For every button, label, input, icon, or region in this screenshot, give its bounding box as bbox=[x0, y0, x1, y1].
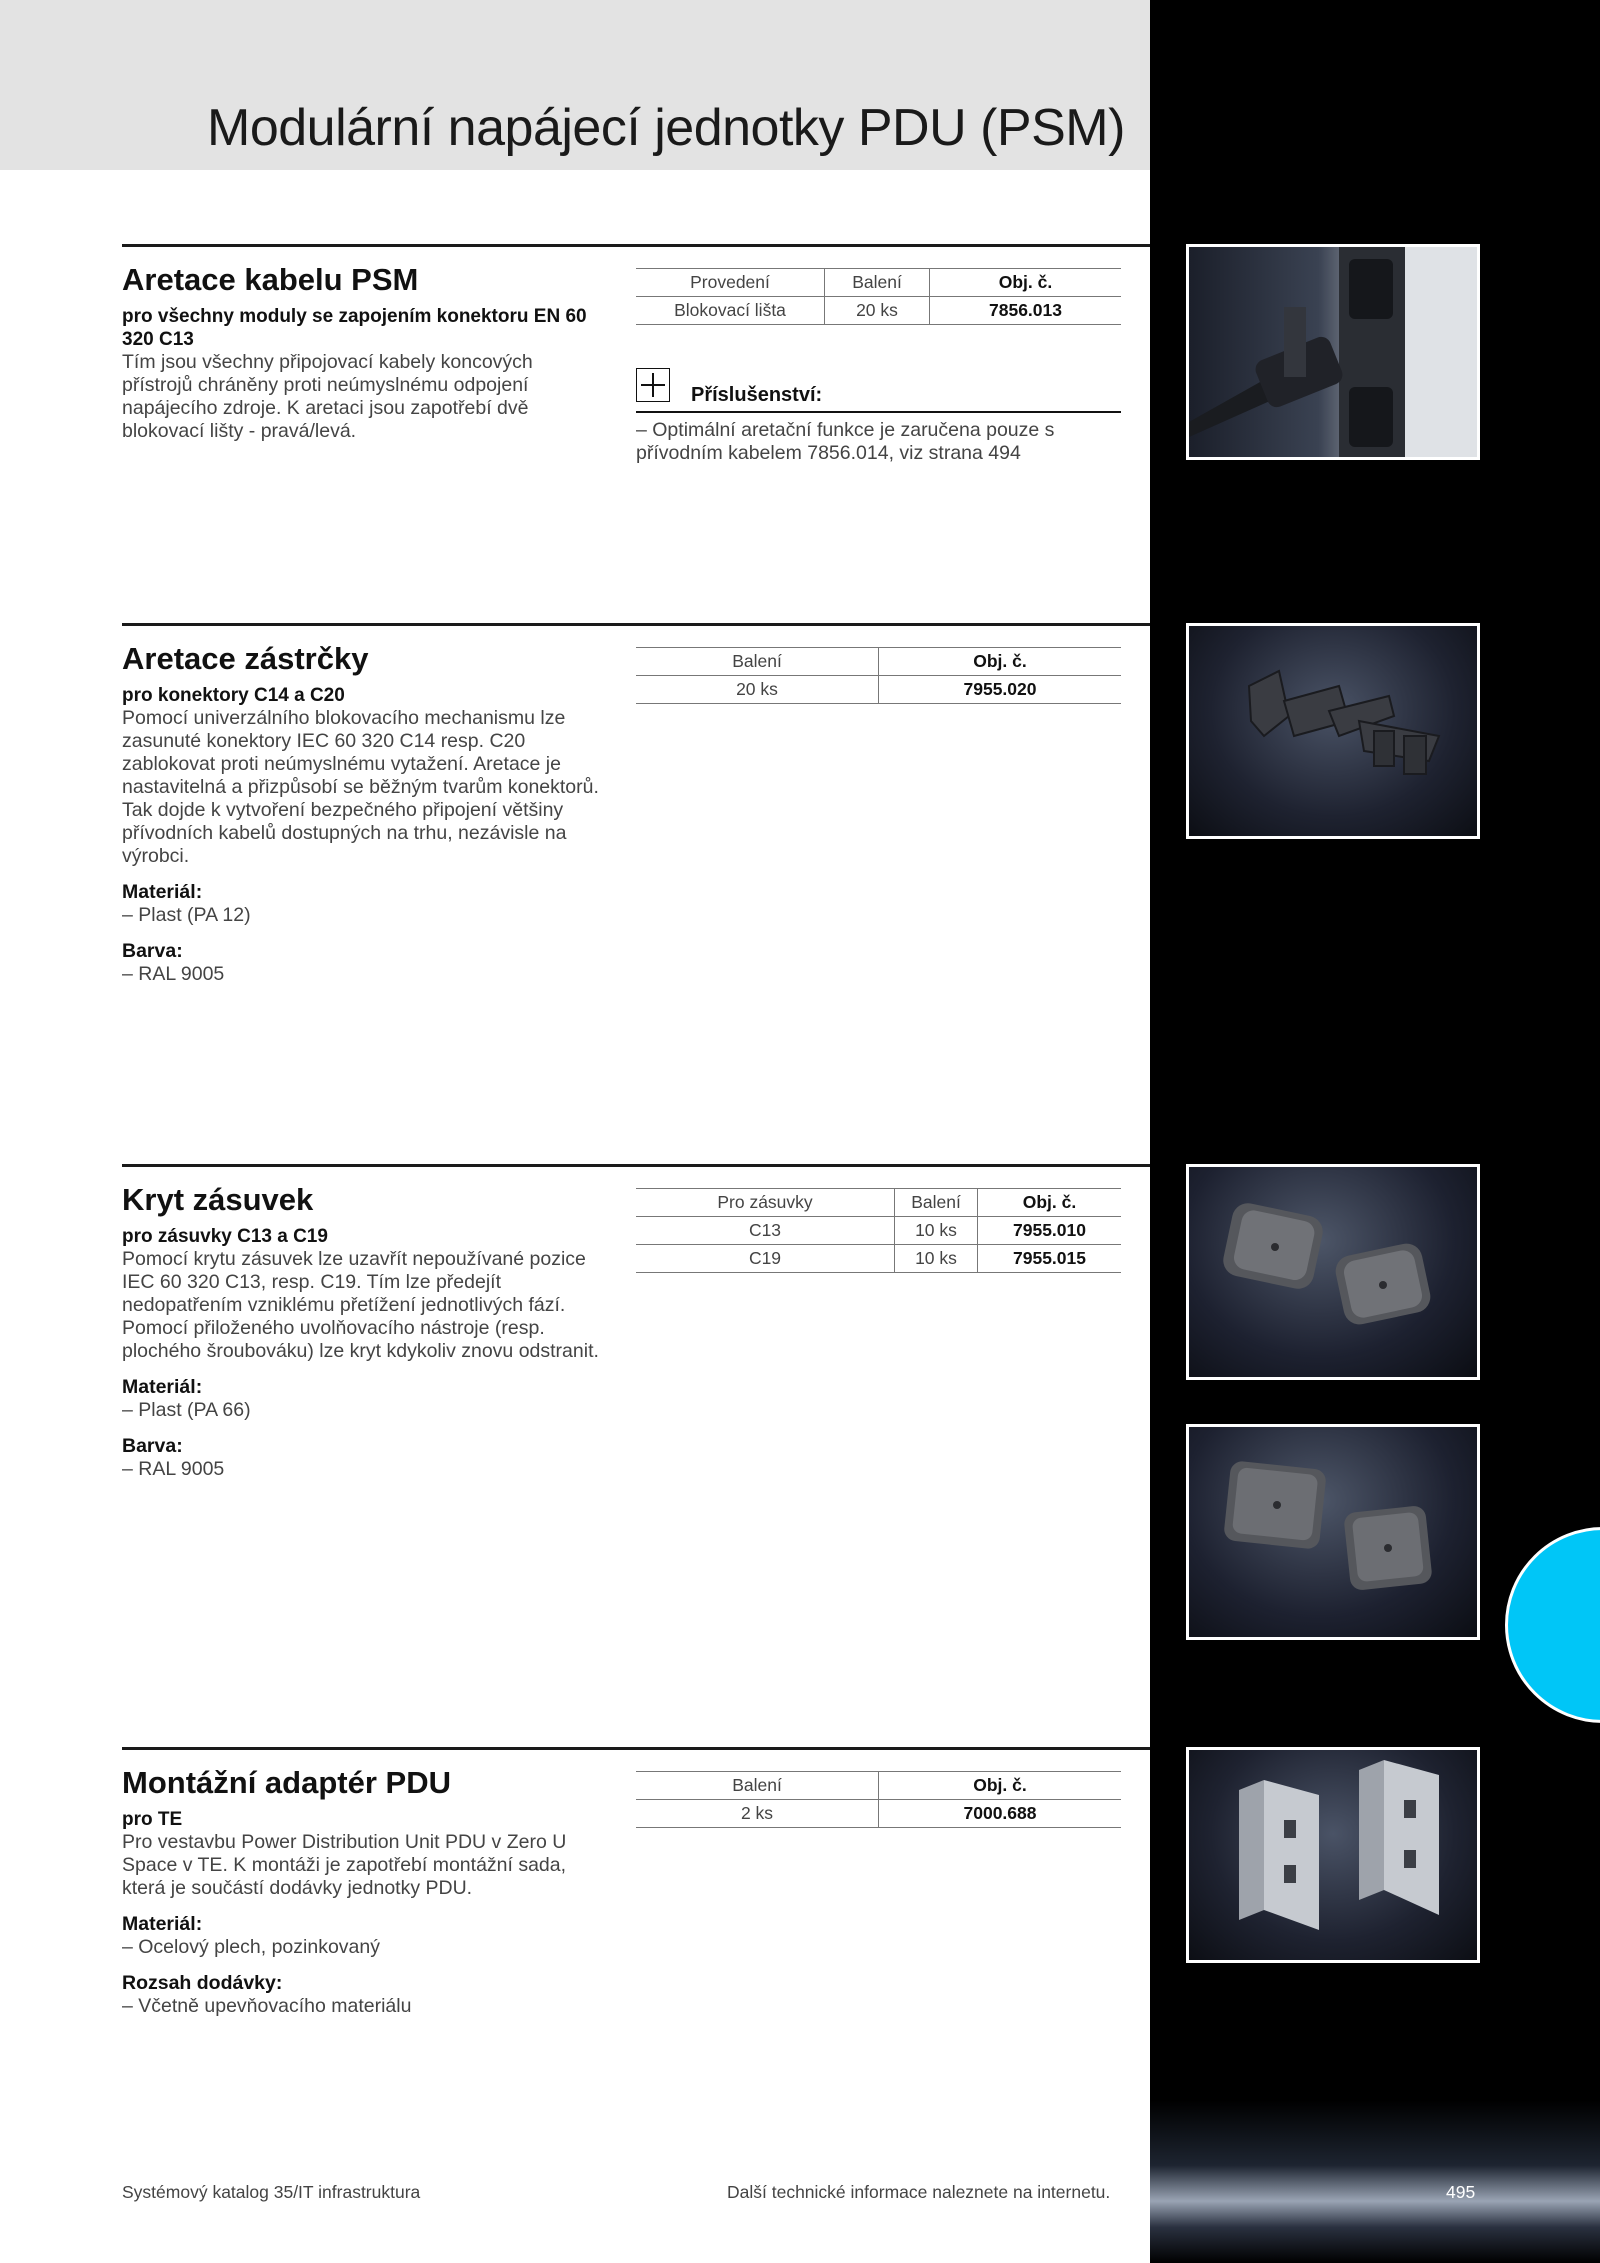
section-description: Pomocí univerzálního blokovacího mechanismu lze zasunuté konektory IEC 60 320 C14 resp. C20 zablokovat proti neúmyslnému vytažení. Aretace je nastavitelná a přizpůsobí se běžným tvarům konektorů. Tak dojde k vytvoření bezpečného připojení většiny přívodních kabelů dostupných na trhu, nezávisle na výrobci. bbox=[122, 707, 599, 867]
material-value: – Plast (PA 66) bbox=[122, 1399, 251, 1421]
section-subtitle: pro všechny moduly se zapojením konektoru EN 60 320 C13 bbox=[122, 306, 587, 350]
section-subtitle: pro konektory C14 a C20 bbox=[122, 685, 345, 706]
cell-socket: C13 bbox=[636, 1217, 895, 1245]
section-rule bbox=[122, 1747, 1150, 1750]
color-value: – RAL 9005 bbox=[122, 1458, 225, 1480]
section-rule bbox=[122, 244, 1150, 247]
material-label: Materiál: bbox=[122, 1376, 203, 1398]
accessory-item: – Optimální aretační funkce je zaručena pouze s přívodním kabelem 7856.014, viz strana 494 bbox=[636, 419, 1055, 464]
section-subtitle: pro zásuvky C13 a C19 bbox=[122, 1226, 328, 1247]
product-photo-socket-cover-1 bbox=[1186, 1164, 1480, 1380]
accessories-title: Příslušenství: bbox=[691, 384, 823, 406]
cell-pack: 10 ks bbox=[895, 1217, 978, 1245]
cell-order-no: 7955.015 bbox=[978, 1245, 1122, 1273]
col-header: Balení bbox=[636, 648, 879, 676]
footer-catalog-label: Systémový katalog 35/IT infrastruktura bbox=[122, 2182, 421, 2202]
col-header: Obj. č. bbox=[978, 1189, 1122, 1217]
table-row bbox=[636, 1800, 1121, 1828]
section-rule bbox=[122, 623, 1150, 626]
accessories-rule bbox=[636, 411, 1121, 413]
section-title: Kryt zásuvek bbox=[122, 1182, 314, 1217]
page-number: 495 bbox=[1446, 2182, 1476, 2202]
material-label: Materiál: bbox=[122, 1913, 203, 1935]
section-rule bbox=[122, 1164, 1150, 1167]
cell-pack: 20 ks bbox=[825, 297, 930, 325]
cell-socket: C19 bbox=[636, 1245, 895, 1273]
order-table bbox=[636, 1771, 1121, 1828]
order-table bbox=[636, 647, 1121, 704]
table-row bbox=[636, 297, 1121, 325]
col-header: Balení bbox=[825, 269, 930, 297]
section-description: Pro vestavbu Power Distribution Unit PDU v Zero U Space v TE. K montáži je zapotřebí montážní sada, která je součástí dodávky jednotky PDU. bbox=[122, 1831, 567, 1899]
light-streak bbox=[1150, 2100, 1600, 2263]
col-header: Obj. č. bbox=[879, 1772, 1122, 1800]
color-label: Barva: bbox=[122, 1435, 183, 1457]
delivery-value: – Včetně upevňovacího materiálu bbox=[122, 1995, 412, 2017]
cell-order-no: 7856.013 bbox=[930, 297, 1122, 325]
order-table bbox=[636, 268, 1121, 325]
material-value: – Ocelový plech, pozinkovaný bbox=[122, 1936, 380, 1958]
table-row bbox=[636, 1245, 1121, 1273]
plus-icon bbox=[636, 368, 670, 402]
col-header: Balení bbox=[895, 1189, 978, 1217]
delivery-label: Rozsah dodávky: bbox=[122, 1972, 283, 1994]
cell-order-no: 7955.010 bbox=[978, 1217, 1122, 1245]
product-photo-plug-lock bbox=[1186, 623, 1480, 839]
cell-order-no: 7955.020 bbox=[879, 676, 1122, 704]
color-value: – RAL 9005 bbox=[122, 963, 225, 985]
col-header: Obj. č. bbox=[879, 648, 1122, 676]
product-photo-mounting-adapter bbox=[1186, 1747, 1480, 1963]
page-title: Modulární napájecí jednotky PDU (PSM) bbox=[207, 99, 1125, 157]
section-description: Tím jsou všechny připojovací kabely koncových přístrojů chráněny proti neúmyslnému odpojení napájecího zdroje. K aretaci jsou zapotřebí dvě blokovací lišty - pravá/levá. bbox=[122, 351, 533, 442]
cell-pack: 20 ks bbox=[636, 676, 879, 704]
color-label: Barva: bbox=[122, 940, 183, 962]
section-title: Aretace zástrčky bbox=[122, 641, 369, 676]
material-value: – Plast (PA 12) bbox=[122, 904, 251, 926]
col-header: Provedení bbox=[636, 269, 825, 297]
col-header: Balení bbox=[636, 1772, 879, 1800]
cell-variant: Blokovací lišta bbox=[636, 297, 825, 325]
cell-pack: 2 ks bbox=[636, 1800, 879, 1828]
material-label: Materiál: bbox=[122, 881, 203, 903]
section-subtitle: pro TE bbox=[122, 1809, 183, 1830]
col-header: Obj. č. bbox=[930, 269, 1122, 297]
table-row bbox=[636, 1217, 1121, 1245]
footer-info-text: Další technické informace naleznete na internetu. bbox=[727, 2182, 1111, 2202]
product-photo-socket-cover-2 bbox=[1186, 1424, 1480, 1640]
col-header: Pro zásuvky bbox=[636, 1189, 895, 1217]
section-title: Montážní adaptér PDU bbox=[122, 1765, 451, 1800]
cell-order-no: 7000.688 bbox=[879, 1800, 1122, 1828]
order-table bbox=[636, 1188, 1121, 1273]
section-title: Aretace kabelu PSM bbox=[122, 262, 419, 297]
section-description: Pomocí krytu zásuvek lze uzavřít nepoužívané pozice IEC 60 320 C13, resp. C19. Tím lze předejít nedopatřením vzniklému přetížení jednotlivých fází. Pomocí přiloženého uvolňovacího nástroje (resp. plochého šroubováku) lze kryt kdykoliv znovu odstranit. bbox=[122, 1248, 599, 1362]
cell-pack: 10 ks bbox=[895, 1245, 978, 1273]
product-photo-cable-lock bbox=[1186, 244, 1480, 460]
table-row bbox=[636, 676, 1121, 704]
